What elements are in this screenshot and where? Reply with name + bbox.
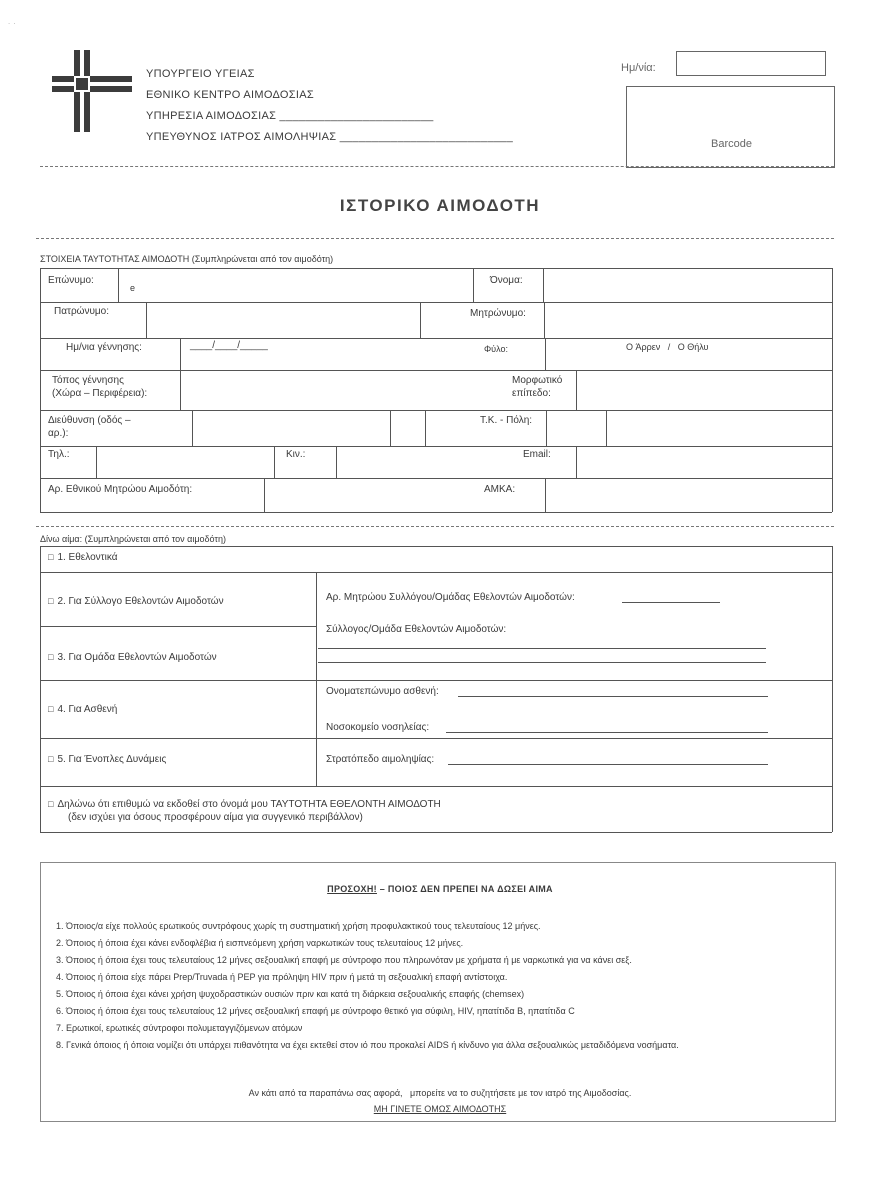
address-label-line1: Διεύθυνση (οδός – (48, 415, 131, 426)
name-label: Όνομα: (490, 275, 523, 286)
zip-city-label: Τ.Κ. - Πόλη: (480, 415, 533, 426)
option-patient[interactable] (48, 704, 117, 715)
warning-footer: Αν κάτι από τα παραπάνω σας αφορά, μπορείτε να το συζητήσετε με τον ιατρό της Αιμοδοσίας. (248, 1088, 632, 1098)
hospital-label: Νοσοκομείο νοσηλείας: (326, 722, 430, 733)
club-name-line-1[interactable] (318, 648, 766, 649)
sex-label: Φύλο: (484, 344, 508, 354)
option-patient-label: 4. Για Ασθενή (57, 704, 118, 715)
tel-label: Τηλ.: (48, 449, 70, 460)
address-label-line2: αρ.): (48, 428, 69, 439)
name-field[interactable] (545, 270, 831, 301)
club-registry-label: Αρ. Μητρώου Συλλόγου/Ομάδας Εθελοντών Αιμοδοτών: (326, 592, 575, 603)
barcode-box (626, 86, 835, 168)
header-lines (146, 64, 513, 148)
email-label: Email: (523, 449, 551, 460)
mother-field[interactable] (546, 304, 831, 337)
warning-item: 3. Όποιος ή όποια έχει τους τελευταίους 12 μήνες σεξουαλική επαφή με σύντροφο που πληρωνόταν με χρήματα ή με ναρκωτικά για να κάνει σεξ. (56, 955, 632, 965)
title-divider (36, 238, 834, 239)
identity-divider (36, 526, 834, 527)
date-field[interactable] (676, 51, 826, 76)
warning-title-underlined: ΠΡΟΣΟΧΗ! (327, 884, 377, 894)
amka-label: ΑΜΚΑ: (484, 484, 516, 495)
option-club[interactable] (48, 596, 224, 607)
address-label (48, 414, 131, 440)
warning-footer-emphasis: ΜΗ ΓΙΝΕΤΕ ΟΜΩΣ ΑΙΜΟΔΟΤΗΣ (373, 1104, 507, 1114)
identity-section-title: ΣΤΟΙΧΕΙΑ ΤΑΥΤΟΤΗΤΑΣ ΑΙΜΟΔΟΤΗ (Συμπληρώνεται από τον αιμοδότη) (40, 254, 334, 264)
surname-field[interactable]: e (130, 283, 136, 293)
cross-logo (52, 50, 132, 132)
date-label: Ημ/νία: (621, 62, 656, 74)
mobile-label: Κιν.: (286, 449, 306, 460)
club-registry-field[interactable] (622, 602, 720, 603)
option-armed-forces-label: 5. Για Ένοπλες Δυνάμεις (57, 754, 167, 765)
birthplace-label-line2: (Χώρα – Περιφέρεια): (52, 388, 148, 399)
surname-label: Επώνυμο: (48, 275, 94, 286)
option-club-label: 2. Για Σύλλογο Εθελοντών Αιμοδοτών (57, 596, 224, 607)
warning-item: 7. Ερωτικοί, ερωτικές σύντροφοι πολυμεταγγιζόμενων ατόμων (56, 1023, 303, 1033)
registry-label: Αρ. Εθνικού Μητρώου Αιμοδότη: (48, 484, 193, 495)
option-armed-forces[interactable] (48, 754, 166, 765)
option-voluntary[interactable] (48, 552, 118, 563)
warning-item: 2. Όποιος ή όποια έχει κάνει ενδοφλέβια ή εισπνεόμενη χρήση ναρκωτικών τους τελευταίους 12 μήνες. (56, 938, 464, 948)
father-field[interactable] (148, 304, 418, 337)
option-group[interactable] (48, 652, 217, 663)
birth-date-field[interactable]: ____/____/_____ (190, 340, 268, 351)
donation-section-title: Δίνω αίμα: (Συμπληρώνεται από τον αιμοδότη) (40, 534, 226, 544)
declaration-line1 (48, 798, 441, 811)
camp-label: Στρατόπεδο αιμοληψίας: (326, 754, 435, 765)
camp-field[interactable] (448, 764, 768, 765)
warning-title-rest: – ΠΟΙΟΣ ΔΕΝ ΠΡΕΠΕΙ ΝΑ ΔΩΣΕΙ ΑΙΜΑ (376, 884, 553, 894)
education-label-line2: επίπεδο: (512, 388, 551, 399)
patient-name-field[interactable] (458, 696, 768, 697)
warning-item: 5. Όποιος ή όποια έχει κάνει χρήση ψυχοδραστικών ουσιών πριν και κατά τη διάρκεια σεξουαλικής επαφής (chemsex) (56, 989, 525, 999)
birth-label: Ημ/νια γέννησης: (66, 342, 142, 353)
header-doctor: ΥΠΕΥΘΥΝΟΣ ΙΑΤΡΟΣ ΑΙΜΟΛΗΨΙΑΣ ___________________________ (146, 131, 513, 143)
hospital-field[interactable] (446, 732, 768, 733)
scan-speck: ˙ ˙ (8, 22, 17, 32)
club-name-line-2[interactable] (318, 662, 766, 663)
birthplace-label-line1: Τόπος γέννησης (52, 375, 124, 386)
birthplace-label (52, 374, 147, 400)
header-service: ΥΠΗΡΕΣΙΑ ΑΙΜΟΔΟΣΙΑΣ ________________________ (146, 110, 434, 122)
declaration-text-1: Δηλώνω ότι επιθυμώ να εκδοθεί στο όνομά μου ΤΑΥΤΟΤΗΤΑ ΕΘΕΛΟΝΤΗ ΑΙΜΟΔΟΤΗ (57, 799, 441, 810)
header-ministry: ΥΠΟΥΡΓΕΙΟ ΥΓΕΙΑΣ (146, 68, 255, 80)
sex-options[interactable]: O Άρρεν / O Θήλυ (626, 342, 709, 352)
education-label-line1: Μορφωτικό (512, 375, 563, 386)
warning-item: 6. Όποιος ή όποια έχει τους τελευταίους 12 μήνες σεξουαλική επαφή με σύντροφο θετικό για σύφιλη, HIV, ηπατίτιδα Β, ηπατίτιδα C (56, 1006, 575, 1016)
option-voluntary-label: 1. Εθελοντικά (57, 552, 118, 563)
warning-item: 8. Γενικά όποιος ή όποια νομίζει ότι υπάρχει πιθανότητα να έχει εκτεθεί στον ιό που προκαλεί AIDS ή κίνδυνο για άλλα σεξουαλικώς μεταδιδόμενα νοσήματα. (56, 1040, 679, 1050)
club-name-label: Σύλλογος/Ομάδα Εθελοντών Αιμοδοτών: (326, 624, 507, 635)
form-title: ΙΣΤΟΡΙΚΟ ΑΙΜΟΔΟΤΗ (339, 196, 541, 215)
header-center: ΕΘΝΙΚΟ ΚΕΝΤΡΟ ΑΙΜΟΔΟΣΙΑΣ (146, 89, 314, 101)
education-label (512, 374, 562, 400)
declaration-text-2: (δεν ισχύει για όσους προσφέρουν αίμα για συγγενικό περιβάλλον) (68, 812, 363, 823)
father-label: Πατρώνυμο: (54, 306, 110, 317)
warning-item: 4. Όποιος ή όποια είχε πάρει Prep/Truvada ή PEP για πρόληψη HIV πριν ή μετά τη σεξουαλική επαφή αντίστοιχα. (56, 972, 508, 982)
warning-title (0, 884, 880, 894)
birthplace-field[interactable] (182, 372, 512, 409)
barcode-label: Barcode (711, 138, 752, 150)
option-group-label: 3. Για Ομάδα Εθελοντών Αιμοδοτών (57, 652, 217, 663)
header-divider (40, 166, 834, 167)
warning-list (56, 918, 679, 1054)
mother-label: Μητρώνυμο: (470, 308, 526, 319)
patient-name-label: Ονοματεπώνυμο ασθενή: (326, 686, 439, 697)
warning-item: 1. Όποιος/α είχε πολλούς ερωτικούς συντρόφους χωρίς τη συστηματική χρήση προφυλακτικού τους τελευταίους 12 μήνες. (56, 921, 541, 931)
volunteer-id-declaration[interactable] (48, 798, 441, 824)
